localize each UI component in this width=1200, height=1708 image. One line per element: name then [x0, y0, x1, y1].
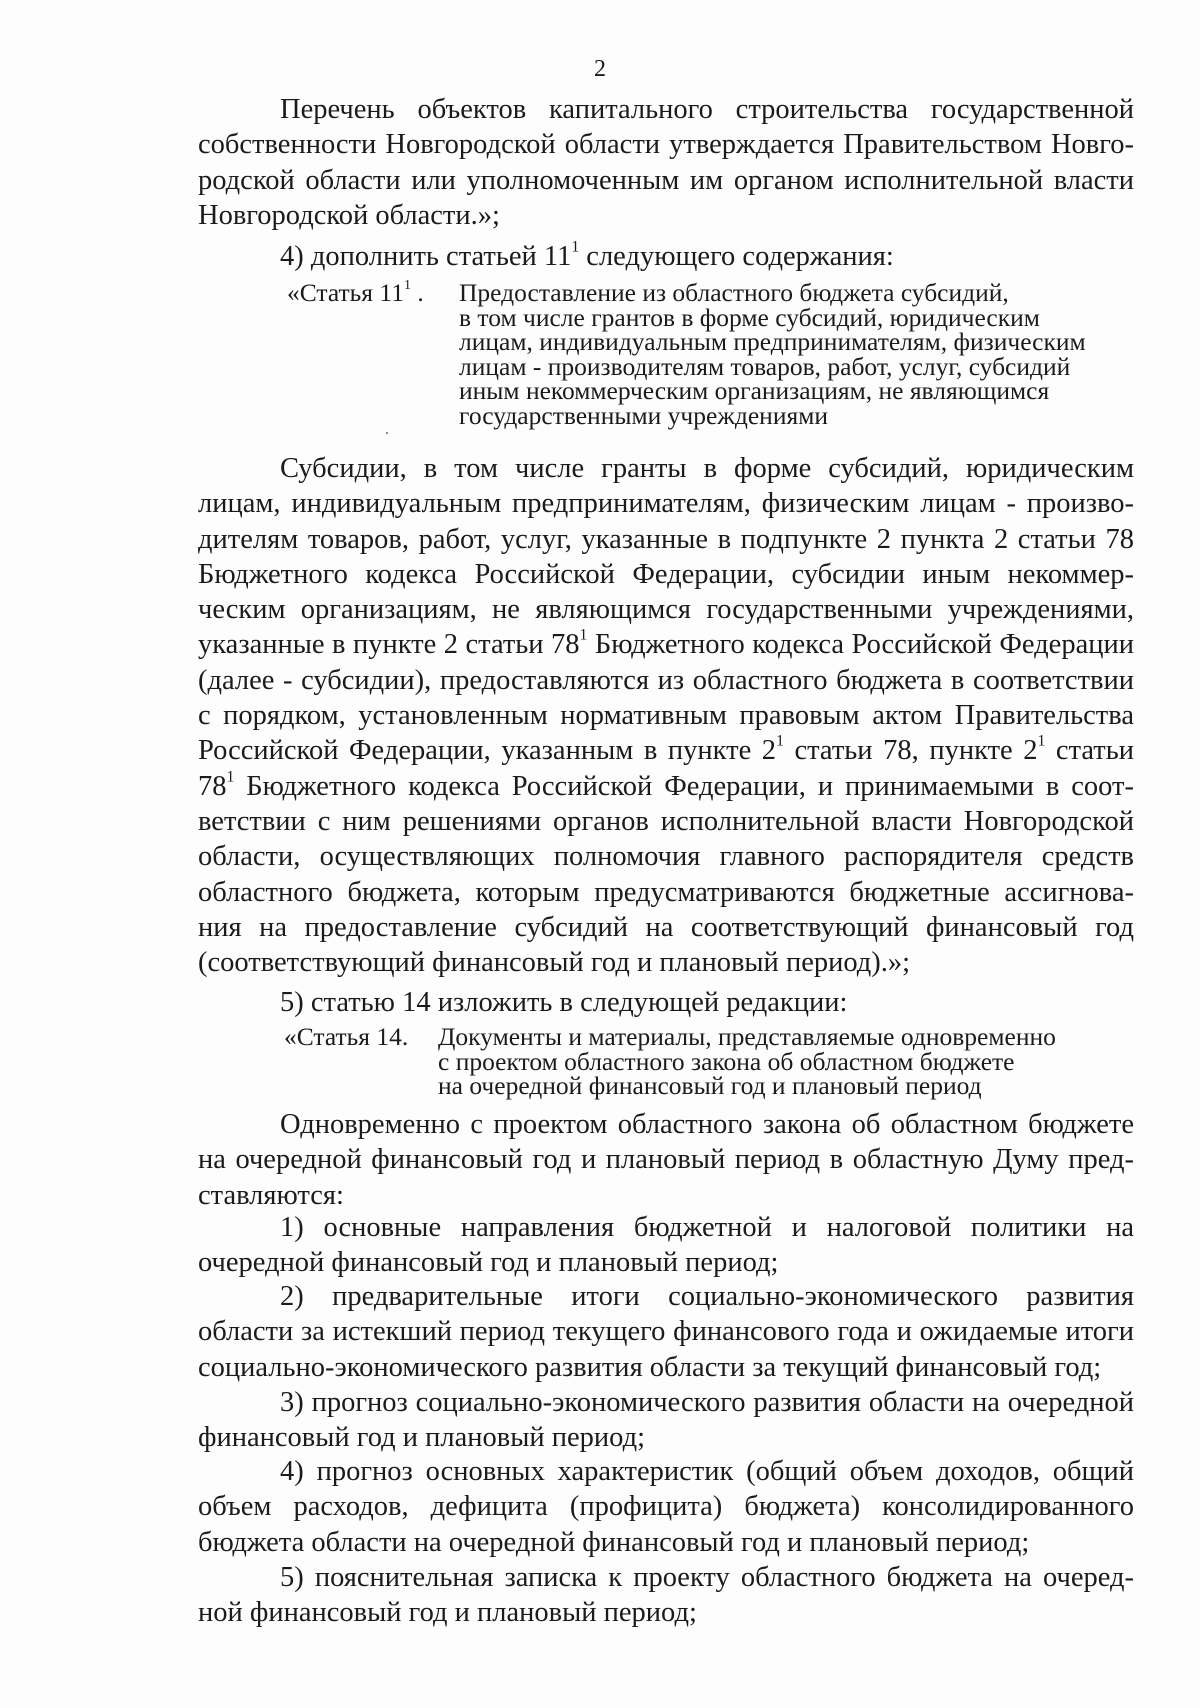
paragraph-line: ставляются:	[198, 1179, 344, 1211]
paragraph-line: ческим организациям, не являющимся государственными учреждениями,	[198, 594, 1134, 626]
article-14-heading	[284, 1022, 1144, 1105]
item-4-text-end: следующего содержания:	[579, 241, 894, 272]
paragraph-line: указанные в пункте 2 статьи $78^1$ Бюджетного кодекса Российской Федерации	[198, 627, 1134, 661]
article-title-line: иным некоммерческим организациям, не являющимся	[459, 376, 1050, 406]
paragraph-line: 2) предварительные итоги социально-экономического развития	[280, 1281, 1134, 1312]
item-4	[198, 239, 1134, 274]
superscript: 1	[776, 733, 784, 751]
paragraph-line: Новгородской области.»;	[198, 199, 500, 231]
article-title-line: Предоставление из областного бюджета субсидий,	[459, 278, 1009, 307]
superscript: 1	[579, 627, 588, 645]
paragraph-line: ветствии с ним решениями органов исполнительной власти Новгородской	[198, 805, 1134, 837]
paragraph-line: ния на предоставление субсидий на соответствующий финансовый год	[198, 911, 1134, 943]
paragraph-line: Перечень объектов капитального строительства государственной	[280, 94, 1134, 125]
list-item	[198, 1454, 1134, 1560]
article-title	[438, 1022, 1056, 1101]
item-5-text: 5) статью 14 изложить в следующей редакции:	[280, 987, 848, 1018]
scan-speck	[386, 432, 388, 434]
paragraph-line: 1) основные направления бюджетной и налоговой политики на	[280, 1212, 1134, 1243]
item-5	[198, 985, 1134, 1020]
superscript: 1	[571, 238, 580, 256]
article-title-line: Документы и материалы, представляемые одновременно	[438, 1022, 1056, 1051]
superscript: 1	[1037, 733, 1046, 751]
intro-paragraph	[198, 92, 1134, 233]
article-title-line: лицам, индивидуальным предпринимателям, физическим	[459, 327, 1086, 357]
paragraph-line: с порядком, установленным нормативным правовым актом Правительства	[198, 700, 1134, 732]
paragraph-line: ной финансовый год и плановый период;	[198, 1597, 697, 1629]
list-item	[198, 1560, 1134, 1631]
paragraph-line: Российской Федерации, указанным в пункте $2^1$ статьи 78, пункте $2^1$ статьи	[198, 733, 1134, 767]
paragraph-line: родской области или уполномоченным им органом исполнительной власти	[198, 164, 1134, 196]
paragraph-line: Бюджетного кодекса Российской Федерации, субсидии иным некоммер-	[198, 558, 1134, 590]
item-4-text: 4) дополнить статьей 11	[280, 241, 572, 272]
article-11-1-heading	[287, 278, 1147, 431]
paragraph-line: $78^1$ Бюджетного кодекса Российской Федерации, и принимаемыми в соот-	[198, 768, 1134, 802]
superscript: 1	[403, 278, 411, 294]
paragraph-line: на очередной финансовый год и плановый период в областную Думу пред-	[198, 1144, 1134, 1176]
paragraph-line: Субсидии, в том числе гранты в форме субсидий, юридическим	[280, 453, 1134, 484]
article-label: «Статья $11^1$ .	[287, 278, 424, 307]
list-item	[198, 1279, 1134, 1385]
paragraph-line: объем расходов, дефицита (профицита) бюджета) консолидированного	[198, 1491, 1134, 1523]
paragraph-line: социально-экономического развития области за текущий финансовый год;	[198, 1351, 1102, 1383]
paragraph-line: бюджета области на очередной финансовый год и плановый период;	[198, 1526, 1030, 1558]
paragraph-line: дителям товаров, работ, услуг, указанные в подпункте 2 пункта 2 статьи 78	[198, 523, 1134, 555]
article-title-line: с проектом областного закона об областном бюджете	[438, 1046, 1015, 1076]
page-number: 2	[594, 56, 606, 82]
paragraph-line: финансовый год и плановый период;	[198, 1422, 646, 1454]
paragraph-line: областного бюджета, которым предусматриваются бюджетные ассигнова-	[198, 876, 1134, 908]
paragraph-line: области, осуществляющих полномочия главного распорядителя средств	[198, 841, 1134, 873]
article-title-line: государственными учреждениями	[459, 400, 828, 430]
article-title-line: лицам - производителям товаров, работ, услуг, субсидий	[459, 351, 1071, 381]
article-title-line: в том числе грантов в форме субсидий, юридическим	[459, 302, 1040, 332]
article-title	[459, 278, 1086, 430]
paragraph-line: очередной финансовый год и плановый период;	[198, 1247, 779, 1279]
subsidies-paragraph	[198, 451, 1134, 980]
list-item	[198, 1210, 1134, 1281]
paragraph-line: (далее - субсидии), предоставляются из областного бюджета в соответствии	[198, 664, 1134, 696]
superscript: 1	[226, 768, 235, 786]
paragraph-line: 5) пояснительная записка к проекту областного бюджета на очеред-	[280, 1562, 1134, 1593]
article-title-line: на очередной финансовый год и плановый период	[438, 1071, 982, 1101]
paragraph-line: собственности Новгородской области утверждается Правительством Новго-	[198, 129, 1134, 161]
paragraph-line: 4) прогноз основных характеристик (общий объем доходов, общий	[280, 1456, 1134, 1487]
paragraph-line: 3) прогноз социально-экономического развития области на очередной	[280, 1387, 1134, 1418]
paragraph-line: Одновременно с проектом областного закона об областном бюджете	[280, 1109, 1134, 1140]
list-item	[198, 1385, 1134, 1456]
paragraph-line: лицам, индивидуальным предпринимателям, физическим лицам - произво-	[198, 488, 1134, 520]
simultaneous-paragraph	[198, 1107, 1134, 1213]
paragraph-line: области за истекший период текущего финансового года и ожидаемые итоги	[198, 1316, 1134, 1348]
paragraph-line: (соответствующий финансовый год и плановый период).»;	[198, 947, 911, 979]
article-label: «Статья 14.	[284, 1022, 409, 1051]
